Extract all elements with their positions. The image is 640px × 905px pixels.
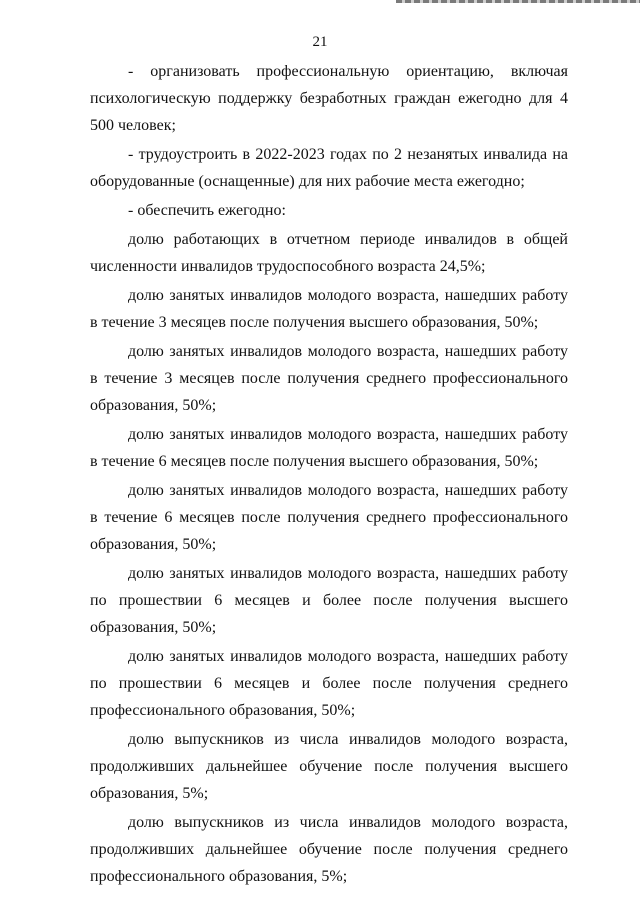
paragraph-working-share: долю работающих в отчетном периоде инвалидов в общей численности инвалидов трудоспособного возраста 24,5%; bbox=[90, 231, 568, 275]
paragraph-career-guidance: - организовать профессиональную ориентацию, включая психологическую поддержку безработных граждан ежегодно для 4 500 человек; bbox=[90, 63, 568, 134]
document-body bbox=[90, 58, 568, 892]
paragraph-continued-study-secondary: долю выпускников из числа инвалидов молодого возраста, продолживших дальнейшее обучение после получения среднего профессионального образования, 5%; bbox=[90, 814, 568, 885]
paragraph-after-6-months-secondary: долю занятых инвалидов молодого возраста, нашедших работу по прошествии 6 месяцев и более после получения среднего профессионального образования, 50%; bbox=[90, 648, 568, 719]
page-number: 21 bbox=[312, 34, 328, 50]
paragraph-3-months-secondary: долю занятых инвалидов молодого возраста, нашедших работу в течение 3 месяцев после получения среднего профессионального образования, 50%; bbox=[90, 343, 568, 414]
paragraph-employ-disabled: - трудоустроить в 2022-2023 годах по 2 незанятых инвалида на оборудованные (оснащенные) для них рабочие места ежегодно; bbox=[90, 146, 568, 190]
paragraph-ensure-annually: - обеспечить ежегодно: bbox=[128, 202, 286, 219]
top-edge-rule bbox=[396, 0, 640, 3]
paragraph-after-6-months-higher: долю занятых инвалидов молодого возраста, нашедших работу по прошествии 6 месяцев и более после получения высшего образования, 50%; bbox=[90, 565, 568, 636]
paragraph-6-months-secondary: долю занятых инвалидов молодого возраста, нашедших работу в течение 6 месяцев после получения среднего профессионального образования, 50%; bbox=[90, 482, 568, 553]
paragraph-6-months-higher: долю занятых инвалидов молодого возраста, нашедших работу в течение 6 месяцев после получения высшего образования, 50%; bbox=[90, 426, 568, 470]
paragraph-3-months-higher: долю занятых инвалидов молодого возраста, нашедших работу в течение 3 месяцев после получения высшего образования, 50%; bbox=[90, 287, 568, 331]
paragraph-continued-study-higher: долю выпускников из числа инвалидов молодого возраста, продолживших дальнейшее обучение после получения высшего образования, 5%; bbox=[90, 731, 568, 802]
